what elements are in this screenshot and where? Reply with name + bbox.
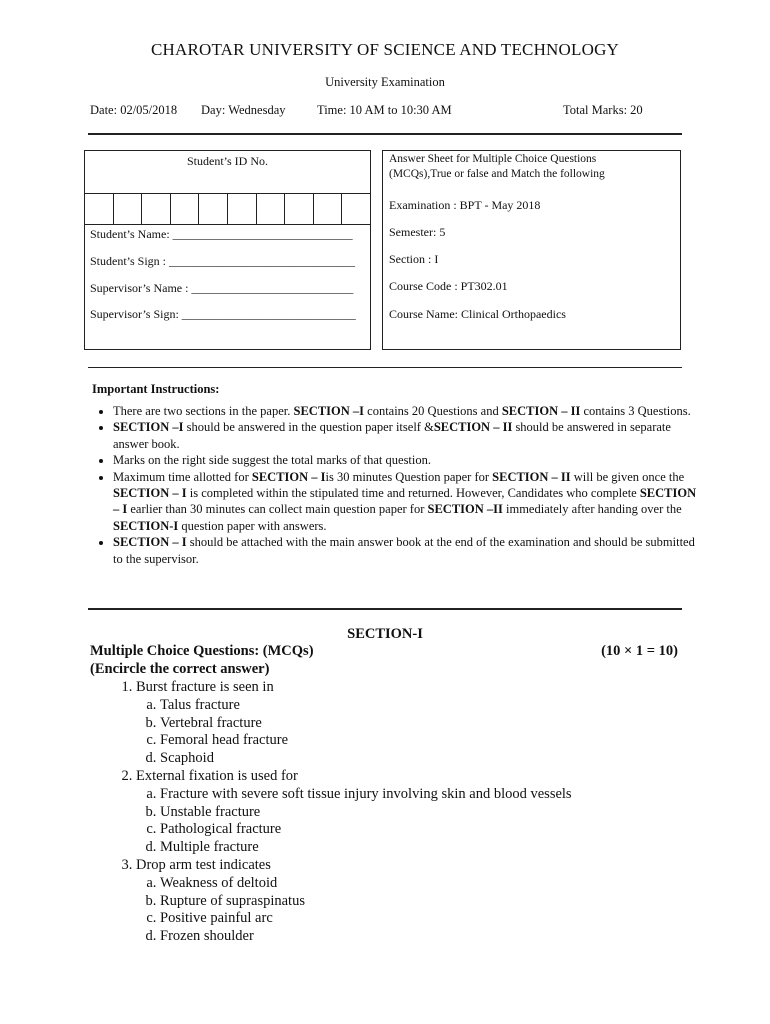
- student-id-grid[interactable]: [85, 193, 370, 225]
- instruction-emphasis: SECTION – I: [113, 486, 697, 517]
- option-list: [136, 786, 756, 857]
- instruction-emphasis: SECTION – I: [251, 469, 326, 484]
- question-text: Drop arm test indicates: [136, 856, 271, 873]
- examination-label: Examination : BPT - May 2018: [389, 198, 541, 212]
- instruction-text: will be given once the: [570, 469, 685, 484]
- question-list: [112, 679, 756, 946]
- answer-option[interactable]: b. Vertebral fracture: [160, 715, 756, 733]
- id-digit-cell[interactable]: [257, 194, 286, 224]
- option-list: [136, 697, 756, 768]
- instruction-item: [113, 534, 703, 567]
- instruction-text: should be attached with the main answer book at the end of the examination and should be submitted to the supervisor.: [113, 535, 695, 566]
- header-divider: [88, 133, 682, 135]
- answer-option[interactable]: b. Unstable fracture: [160, 804, 756, 822]
- instruction-text: Maximum time allotted for: [113, 469, 252, 484]
- instruction-item: [113, 419, 703, 452]
- instruction-text: should be answered in separate answer book.: [113, 420, 671, 451]
- exam-date: Date: 02/05/2018: [90, 103, 178, 117]
- question-item: [136, 857, 756, 946]
- supervisor-name-field[interactable]: Supervisor’s Name : ___________________________: [90, 281, 354, 295]
- id-digit-cell[interactable]: [314, 194, 343, 224]
- id-digit-cell[interactable]: [142, 194, 171, 224]
- university-title: CHAROTAR UNIVERSITY OF SCIENCE AND TECHNOLOGY: [150, 40, 620, 59]
- exam-type: University Examination: [325, 75, 445, 89]
- course-name-label: Course Name: Clinical Orthopaedics: [389, 307, 566, 321]
- box-divider: [88, 367, 682, 368]
- id-digit-cell[interactable]: [285, 194, 314, 224]
- id-digit-cell[interactable]: [342, 194, 370, 224]
- answer-option[interactable]: b. Rupture of supraspinatus: [160, 893, 756, 911]
- instruction-emphasis: SECTION – I: [113, 486, 187, 501]
- id-digit-cell[interactable]: [228, 194, 257, 224]
- question-item: [136, 679, 756, 768]
- instruction-text: There are two sections in the paper.: [113, 404, 294, 418]
- instruction-text: is completed within the stipulated time and returned. However, Candidates who complete: [186, 486, 640, 501]
- instruction-text: immediately after handing over the: [502, 502, 682, 517]
- instruction-emphasis: SECTION –I: [293, 404, 365, 418]
- mcq-heading: Multiple Choice Questions: (MCQs): [90, 643, 314, 659]
- instructions-heading: Important Instructions:: [92, 382, 220, 396]
- instruction-text: is 30 minutes Question paper for: [325, 469, 493, 484]
- answer-option[interactable]: c. Positive painful arc: [160, 910, 756, 928]
- instruction-text: should be answered in the question paper itself &: [183, 420, 434, 435]
- answer-option[interactable]: a. Fracture with severe soft tissue injury involving skin and blood vessels: [160, 786, 756, 804]
- answer-option[interactable]: c. Femoral head fracture: [160, 732, 756, 750]
- section-marks: (10 × 1 = 10): [601, 643, 678, 659]
- id-digit-cell[interactable]: [85, 194, 114, 224]
- exam-day: Day: Wednesday: [201, 103, 286, 117]
- answer-option[interactable]: d. Multiple fracture: [160, 839, 756, 857]
- option-list: [136, 875, 756, 946]
- instruction-emphasis: SECTION – II: [433, 420, 513, 435]
- instruction-emphasis: SECTION – II: [501, 404, 581, 418]
- instruction-item: [113, 452, 703, 468]
- course-code-label: Course Code : PT302.01: [389, 279, 508, 293]
- section-title: SECTION-I: [347, 626, 423, 642]
- instruction-emphasis: SECTION –I: [113, 420, 184, 435]
- exam-info-box: [382, 150, 681, 350]
- question-text: External fixation is used for: [136, 767, 298, 784]
- student-sign-field[interactable]: Student’s Sign : _______________________________: [90, 254, 356, 268]
- instructions-divider: [88, 608, 682, 610]
- question-item: [136, 768, 756, 857]
- id-digit-cell[interactable]: [114, 194, 143, 224]
- student-name-field[interactable]: Student’s Name: ______________________________: [90, 227, 353, 241]
- exam-time: Time: 10 AM to 10:30 AM: [317, 103, 452, 117]
- instruction-item: [113, 469, 703, 535]
- answer-option[interactable]: a. Talus fracture: [160, 697, 756, 715]
- answer-option[interactable]: c. Pathological fracture: [160, 821, 756, 839]
- instruction-text: contains 3 Questions.: [580, 404, 691, 418]
- answer-option[interactable]: d. Frozen shoulder: [160, 928, 756, 946]
- answer-sheet-title-line2: (MCQs),True or false and Match the following: [389, 168, 605, 180]
- instructions-list: [92, 403, 703, 567]
- instruction-text: contains 20 Questions and: [364, 404, 502, 418]
- instruction-text: earlier than 30 minutes can collect main question paper for: [127, 502, 428, 517]
- instruction-emphasis: SECTION –II: [427, 502, 503, 517]
- instruction-item: [113, 403, 703, 419]
- instruction-text: question paper with answers.: [178, 518, 327, 533]
- student-details-box: [84, 150, 371, 350]
- total-marks: Total Marks: 20: [563, 103, 643, 117]
- answer-option[interactable]: a. Weakness of deltoid: [160, 875, 756, 893]
- student-id-label: Student’s ID No.: [187, 154, 268, 168]
- id-digit-cell[interactable]: [171, 194, 200, 224]
- semester-label: Semester: 5: [389, 225, 446, 239]
- instruction-emphasis: SECTION-I: [113, 518, 179, 533]
- encircle-instruction: (Encircle the correct answer): [90, 661, 270, 677]
- section-label: Section : I: [389, 252, 439, 266]
- instruction-emphasis: SECTION – I: [113, 535, 187, 550]
- question-text: Burst fracture is seen in: [136, 679, 274, 695]
- answer-option[interactable]: d. Scaphoid: [160, 750, 756, 768]
- instruction-text: Marks on the right side suggest the total marks of that question.: [113, 453, 432, 468]
- answer-sheet-title-line1: Answer Sheet for Multiple Choice Questions: [389, 153, 597, 165]
- id-digit-cell[interactable]: [199, 194, 228, 224]
- supervisor-sign-field[interactable]: Supervisor’s Sign: _____________________________: [90, 307, 356, 321]
- instruction-emphasis: SECTION – II: [492, 469, 571, 484]
